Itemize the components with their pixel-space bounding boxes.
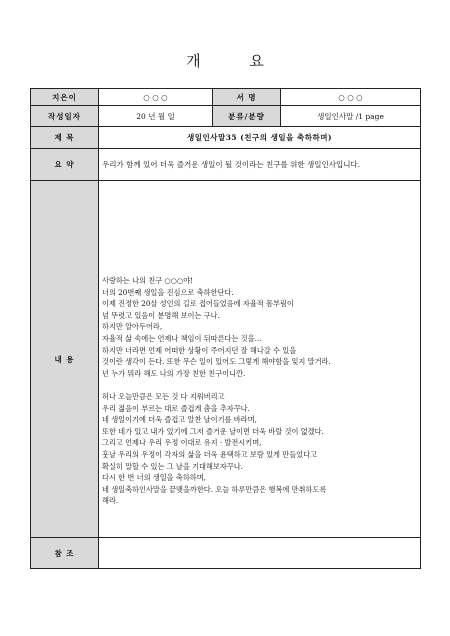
- notes-label: 참 조: [31, 538, 99, 569]
- author-label: 지은이: [31, 89, 99, 106]
- title-label: 제 목: [31, 127, 99, 149]
- date-row: [31, 106, 421, 127]
- content-line: 사랑하는 나의 친구 ○○○야!: [102, 276, 194, 286]
- content-label: 내 용: [31, 181, 99, 538]
- content-row: [31, 181, 421, 538]
- date-label: 작성일자: [31, 106, 99, 127]
- content-line: 네 생일축하인사말을 끝맺을까한다. 오늘 하루만큼은 행복에 만취하도록: [102, 484, 327, 494]
- content-line: 하지만 알아두어라,: [102, 322, 163, 332]
- signature-label: 서 명: [213, 89, 281, 106]
- content-line: 허나 오늘만큼은 모든 것 다 지워버리고: [102, 392, 225, 401]
- page-title: 개 요: [186, 52, 286, 70]
- content-line: 것이란 생각이 든다. 또한 무슨 일이 있어도 그렇게 해야함을 잊지 말거라.: [102, 357, 331, 367]
- overview-form: [30, 88, 421, 569]
- title-row: [31, 127, 421, 149]
- signature-value[interactable]: ○ ○ ○: [281, 89, 421, 106]
- content-line: 이제 진정한 20살 성인의 길로 접어들었음에 자율적 몸부림이: [102, 299, 294, 309]
- content-line: [102, 379, 417, 391]
- content-line: 자율적 삶 속에는 언제나 책임이 뒤따른다는 것을...: [102, 334, 262, 344]
- notes-value[interactable]: [99, 538, 421, 569]
- content-line: 네 생일이기에 더욱 즐겁고 알찬 날이기를 바라며,: [102, 415, 257, 425]
- content-line: 훗날 우리의 우정이 각자의 삶을 더욱 윤택하고 보람 있게 만들었다고: [102, 449, 317, 459]
- summary-text[interactable]: 우리가 함께 있어 더욱 즐거운 생일이 될 것이라는 친구를 위한 생일인사입니다.: [99, 149, 421, 181]
- content-line: 우리 젊음이 부르는 대로 즐겁게 춤을 추자꾸나.: [102, 403, 250, 413]
- category-value[interactable]: 생일인사말 /1 page: [281, 106, 421, 127]
- content-line: 해라.: [102, 496, 119, 506]
- author-value[interactable]: ○ ○ ○: [99, 89, 213, 106]
- author-row: [31, 89, 421, 106]
- content-line: 그리고 언제나 우리 우정 이대로 유지 · 발전시키며,: [102, 438, 262, 448]
- document-title[interactable]: 생일인사말35 (친구의 생일을 축하하며): [99, 127, 421, 149]
- category-label: 분류/분량: [213, 106, 281, 127]
- summary-label: 요 약: [31, 149, 99, 181]
- notes-row: [31, 538, 421, 569]
- content-body: [102, 275, 417, 507]
- content-line: 확실히 말할 수 있는 그 날을 기대해보자꾸나.: [102, 461, 243, 471]
- content-line: 또한 네가 있고 내가 있기에 그저 즐거운 날이면 더욱 바랄 것이 없겠다.: [102, 426, 324, 436]
- content-line: 넘 뚜렷고 있음이 분명해 보이는 구나.: [102, 310, 220, 320]
- content-line: 하지만 너라면 언제 어떠한 상황이 주어지던 잘 해나갈 수 있을: [102, 345, 297, 355]
- summary-row: [31, 149, 421, 181]
- date-value[interactable]: 20 년 월 일: [99, 106, 213, 127]
- content-cell[interactable]: [99, 181, 421, 538]
- content-line: 다시 한 번 너의 생일을 축하하며,: [102, 473, 206, 483]
- content-line: 넌 누가 뭐라 해도 나의 가장 친한 친구이니깐.: [102, 368, 246, 378]
- content-line: 너의 20번째 생일을 진심으로 축하한단다.: [102, 287, 234, 297]
